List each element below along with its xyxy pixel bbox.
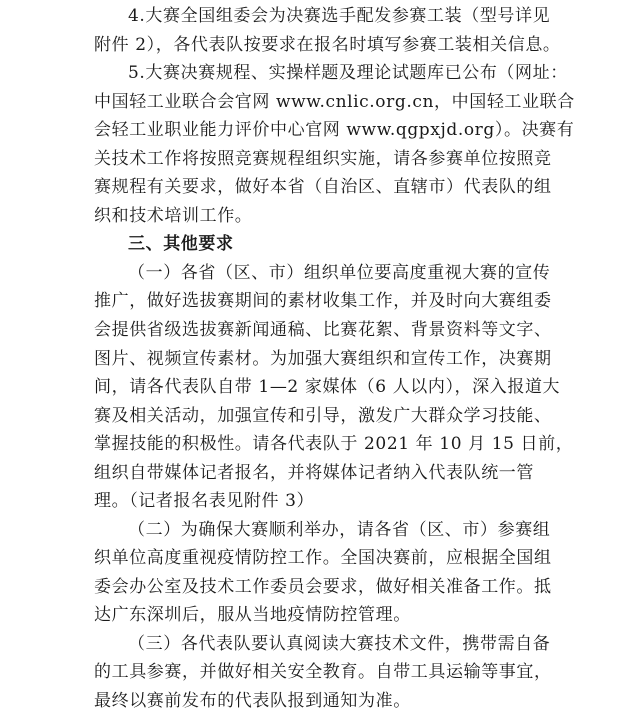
point-1-line-5: 间，请各代表队自带 1—2 家媒体（6 人以内），深入报道大 [94,377,561,397]
item-5-line-5: 赛规程有关要求，做好本省（自治区、直辖市）代表队的组 [94,177,552,197]
item-5-line-2: 中国轻工业联合会官网 www.cnlic.org.cn，中国轻工业联合 [94,92,575,112]
item-5-line-1: 5.大赛决赛规程、实操样题及理论试题库已公布（网址： [128,63,568,83]
point-1-line-3: 会提供省级选拔赛新闻通稿、比赛花絮、背景资料等文字、 [94,320,552,340]
item-4-line-1: 4.大赛全国组委会为决赛选手配发参赛工装（型号详见 [128,6,551,26]
point-3-line-2: 的工具参赛，并做好相关安全教育。自带工具运输等事宜， [94,662,552,682]
point-1-line-1: （一）各省（区、市）组织单位要高度重视大赛的宣传 [128,263,551,283]
point-1-line-4: 图片、视频宣传素材。为加强大赛组织和宣传工作，决赛期 [94,349,552,369]
point-2-line-3: 委会办公室及技术工作委员会要求，做好相关准备工作。抵 [94,577,552,597]
item-5-line-6: 织和技术培训工作。 [94,206,253,226]
item-4-line-2: 附件 2），各代表队按要求在报名时填写参赛工装相关信息。 [94,35,561,55]
point-2-line-2: 织单位高度重视疫情防控工作。全国决赛前，应根据全国组 [94,548,552,568]
point-2-line-1: （二）为确保大赛顺利举办，请各省（区、市）参赛组 [128,520,551,540]
item-5-line-4: 关技术工作将按照竞赛规程组织实施，请各参赛单位按照竞 [94,149,552,169]
point-1-line-7: 掌握技能的积极性。请各代表队于 2021 年 10 月 15 日前， [94,434,574,454]
section-heading-3: 三、其他要求 [128,234,234,254]
point-2-line-4: 达广东深圳后，服从当地疫情防控管理。 [94,605,411,625]
item-5-line-3: 会轻工业职业能力评价中心官网 www.qgpxjd.org）。决赛有 [94,120,575,140]
point-1-line-6: 赛及相关活动，加强宣传和引导，激发广大群众学习技能、 [94,406,552,426]
point-3-line-3: 最终以赛前发布的代表队报到通知为准。 [94,691,411,711]
point-1-line-8: 组织自带媒体记者报名，并将媒体记者纳入代表队统一管 [94,463,534,483]
point-1-line-2: 推广，做好选拔赛期间的素材收集工作，并及时向大赛组委 [94,291,552,311]
point-3-line-1: （三）各代表队要认真阅读大赛技术文件，携带需自备 [128,634,551,654]
point-1-line-9: 理。（记者报名表见附件 3） [94,491,315,511]
